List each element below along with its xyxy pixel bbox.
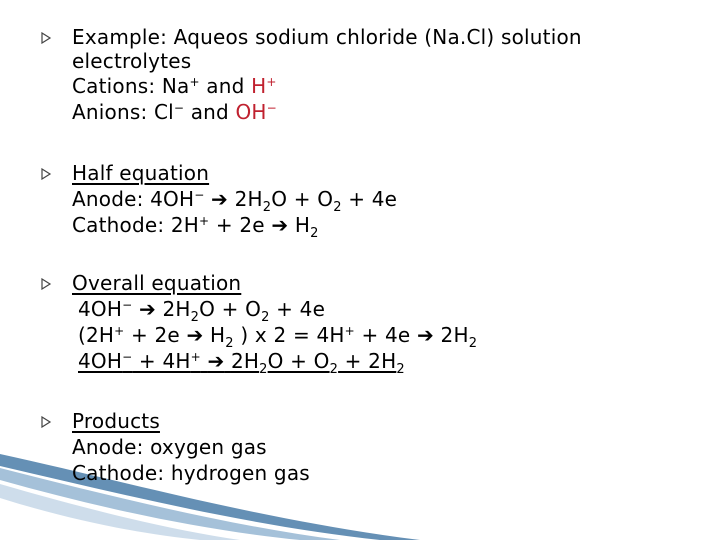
bullet-icon — [40, 278, 52, 290]
bullet-icon — [40, 168, 52, 180]
arrow-icon: ➔ — [138, 297, 156, 321]
products-anode: Anode: oxygen gas — [72, 435, 267, 459]
overall-line-2: (2H+ + 2e ➔ $H_2$ ) x 2 = 4H+ + 4e ➔ $2H_2$ — [78, 323, 478, 351]
products-cathode: Cathode: hydrogen gas — [72, 461, 310, 485]
arrow-icon: ➔ — [271, 213, 289, 237]
anode-equation: Anode: 4OH− ➔ $2H_2O + O_2 + 4e$ — [72, 187, 398, 215]
products-title: Products — [72, 409, 160, 433]
arrow-icon: ➔ — [211, 187, 228, 211]
products-section — [72, 408, 310, 486]
overall-line-1: 4OH− ➔ $2H_2O + O_2 + 4e$ — [78, 297, 326, 325]
half-equation-section — [72, 160, 398, 241]
anions-line: Anions: Cl− and OH− — [72, 100, 277, 124]
bullet-icon — [40, 416, 52, 428]
arrow-icon: ➔ — [207, 349, 225, 373]
half-equation-title: Half equation — [72, 161, 210, 185]
overall-equation-section — [72, 270, 478, 377]
cathode-equation: Cathode: 2H+ + 2e ➔ $H_2$ — [72, 213, 319, 241]
cations-line: Cations: Na+ and H+ — [72, 74, 277, 98]
overall-line-3: 4OH− + 4H+ ➔ $2H_2O + O_2 + 2H_2$ — [78, 349, 405, 377]
arrow-icon: ➔ — [417, 323, 434, 347]
bullet-icon — [40, 32, 52, 44]
arrow-icon: ➔ — [186, 323, 204, 347]
example-section — [72, 25, 582, 125]
example-line-cont: electrolytes — [72, 49, 192, 73]
example-line: Example: Aqueos sodium chloride (Na.Cl) solution — [72, 25, 582, 49]
overall-equation-title: Overall equation — [72, 271, 242, 295]
